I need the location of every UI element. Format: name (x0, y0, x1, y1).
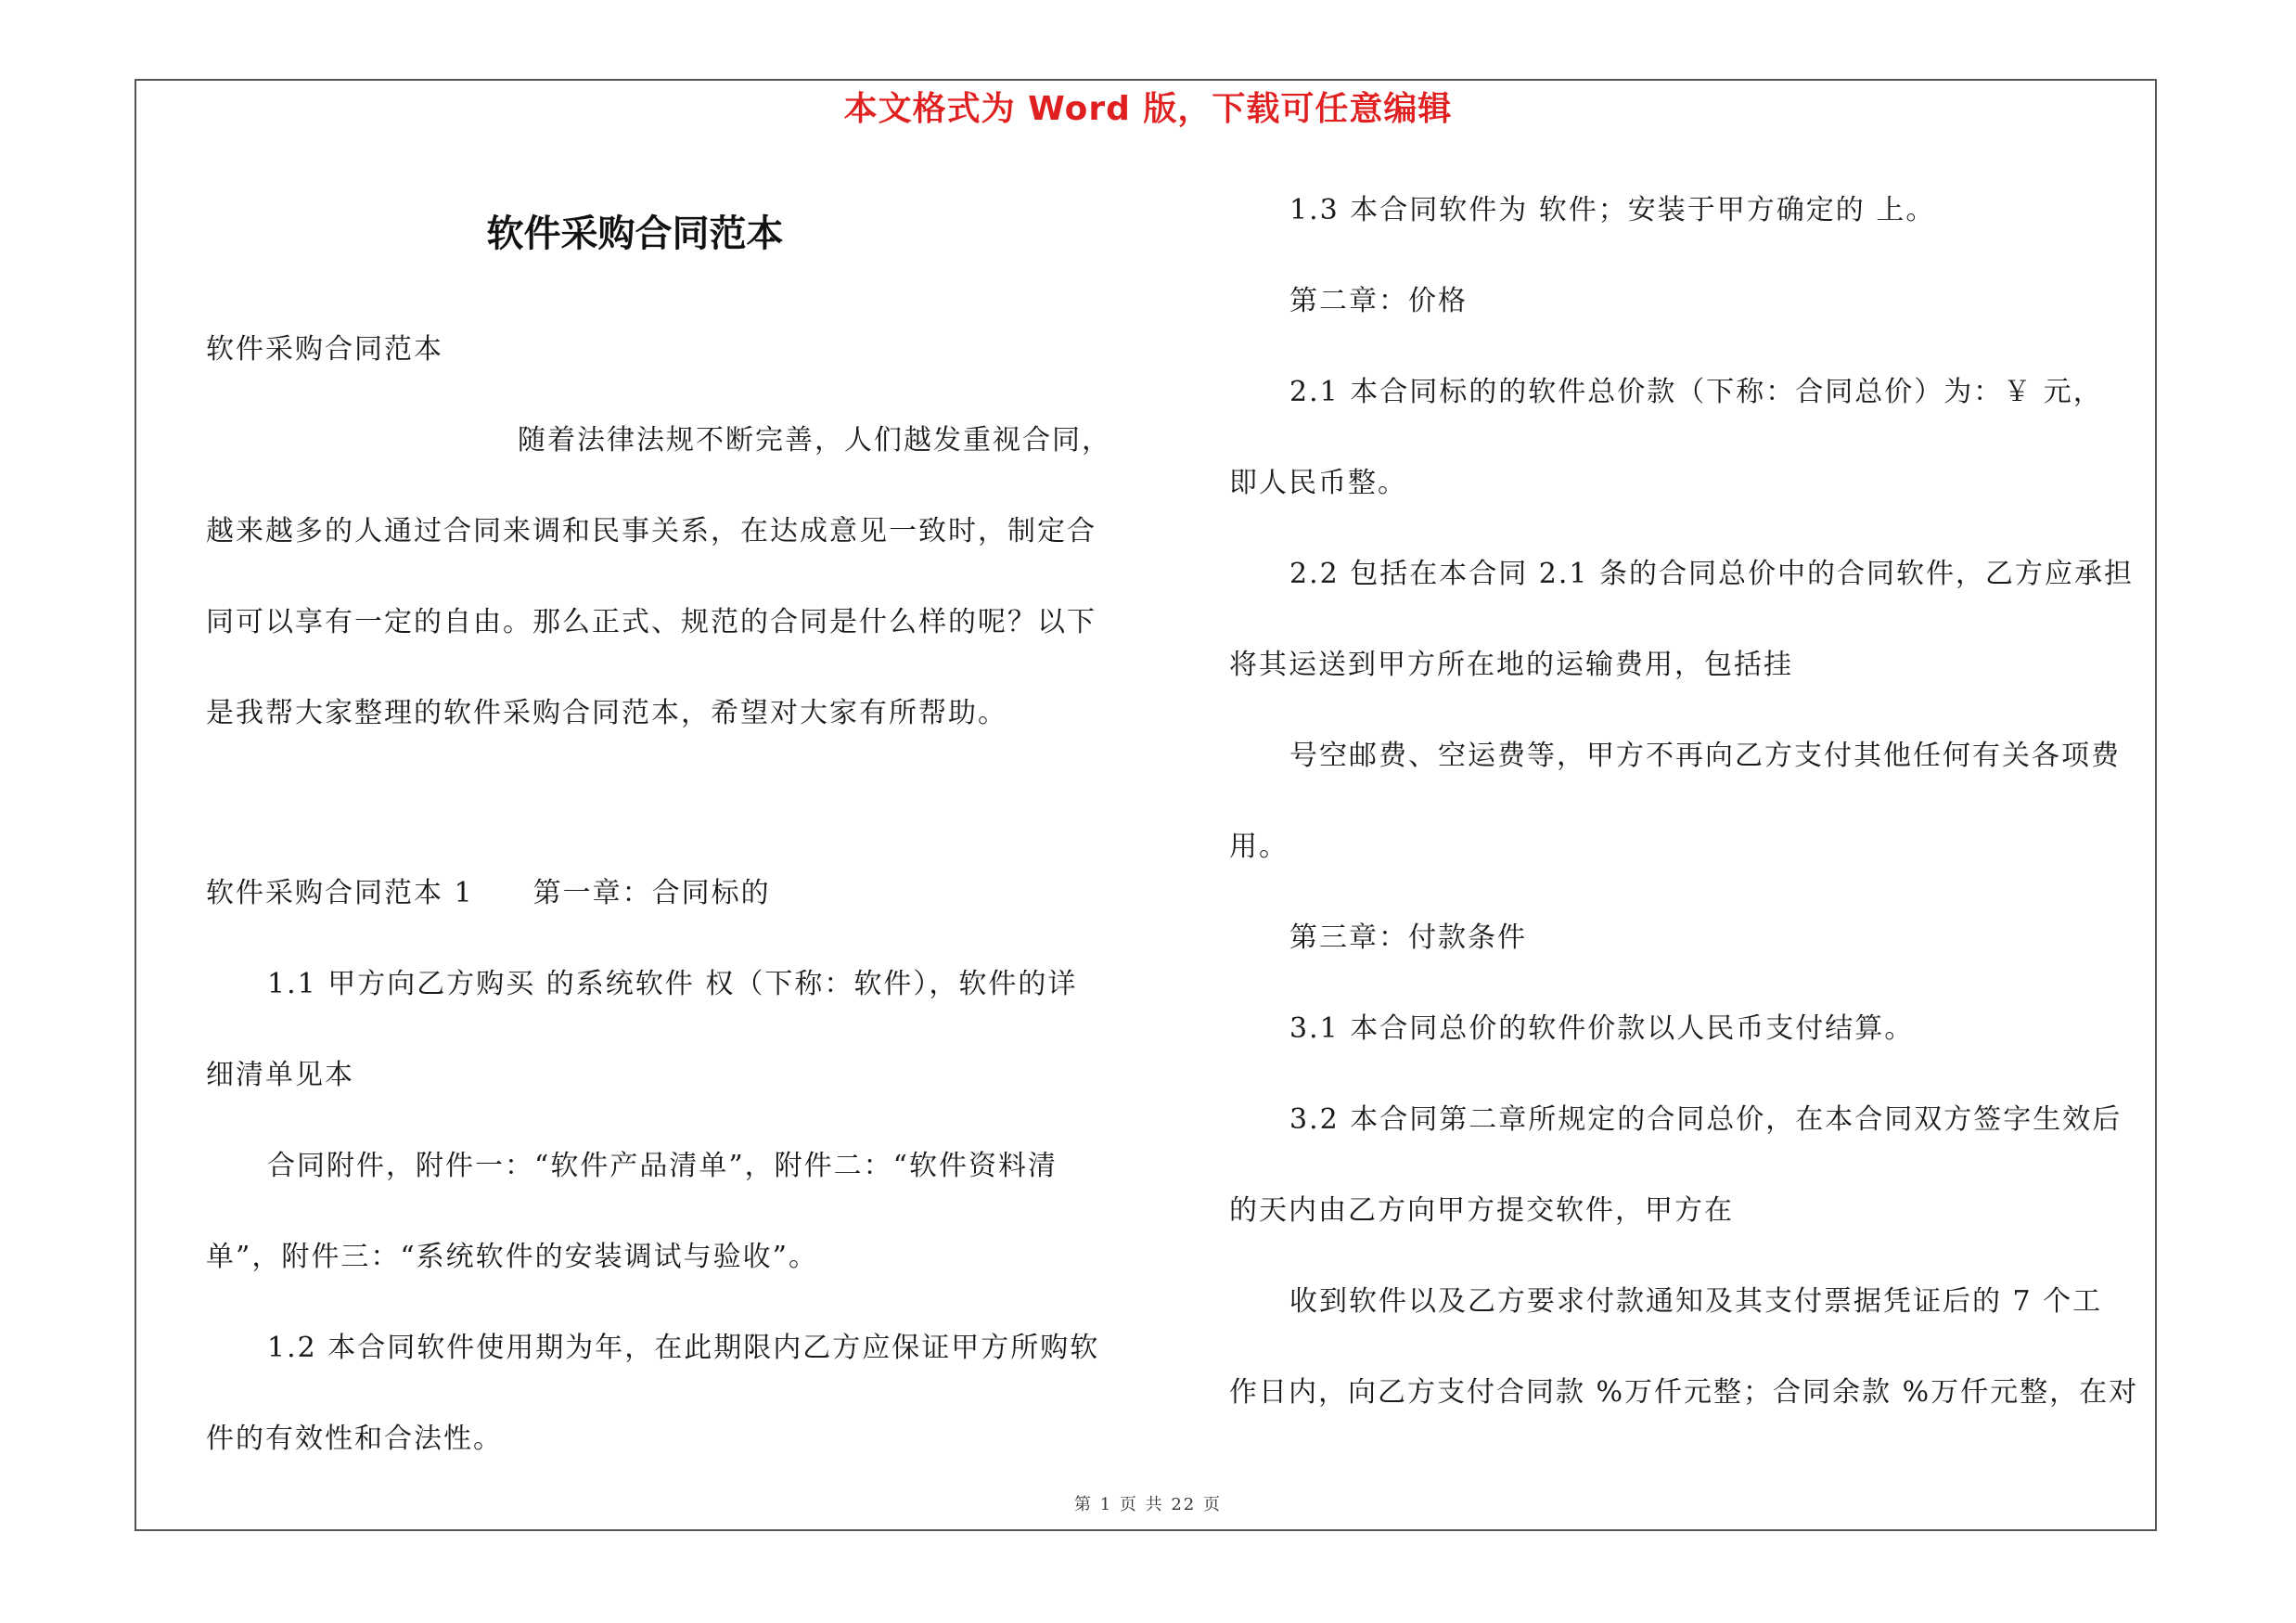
left-line-4: 是我帮大家整理的软件采购合同范本，希望对大家有所帮助。 (206, 697, 1007, 729)
document-title: 软件采购合同范本 (486, 213, 784, 255)
left-line-3: 同可以享有一定的自由。那么正式、规范的合同是什么样的呢？以下 (206, 606, 1097, 638)
left-line-0: 软件采购合同范本 (206, 333, 443, 366)
left-line-9: 单”，附件三：“系统软件的安装调试与验收”。 (206, 1241, 819, 1273)
left-line-8: 合同附件，附件一：“软件产品清单”，附件二：“软件资料清 (267, 1150, 1058, 1182)
format-banner: 本文格式为 Word 版，下载可任意编辑 (843, 90, 1453, 128)
right-line-7: 用。 (1229, 831, 1289, 863)
left-line-1: 随着法律法规不断完善，人们越发重视合同， (518, 424, 1111, 457)
right-line-0: 1.3 本合同软件为 软件；安装于甲方确定的 上。 (1289, 194, 1936, 226)
right-line-4: 2.2 包括在本合同 2.1 条的合同总价中的合同软件，乙方应承担 (1289, 558, 2135, 590)
right-line-12: 收到软件以及乙方要求付款通知及其支付票据凭证后的 7 个工 (1289, 1285, 2103, 1318)
left-line-6: 1.1 甲方向乙方购买 的系统软件 权（下称：软件），软件的详 (267, 968, 1078, 1000)
left-line-11: 件的有效性和合法性。 (206, 1423, 503, 1455)
left-line-7: 细清单见本 (206, 1059, 354, 1091)
right-line-5: 将其运送到甲方所在地的运输费用，包括挂 (1229, 649, 1793, 681)
left-line-2: 越来越多的人通过合同来调和民事关系，在达成意见一致时，制定合 (206, 515, 1097, 547)
right-line-6: 号空邮费、空运费等，甲方不再向乙方支付其他任何有关各项费 (1289, 740, 2121, 772)
right-line-11: 的天内由乙方向甲方提交软件，甲方在 (1229, 1194, 1734, 1227)
right-line-2: 2.1 本合同标的的软件总价款（下称：合同总价）为：￥ 元， (1289, 376, 2103, 408)
page-number-footer: 第 1 页 共 22 页 (1074, 1495, 1222, 1514)
left-line-10: 1.2 本合同软件使用期为年，在此期限内乙方应保证甲方所购软 (267, 1332, 1100, 1364)
right-line-9: 3.1 本合同总价的软件价款以人民币支付结算。 (1289, 1012, 1915, 1045)
right-line-1: 第二章：价格 (1289, 285, 1468, 317)
right-line-13: 作日内，向乙方支付合同款 %万仟元整；合同余款 %万仟元整，在对 (1229, 1376, 2139, 1409)
right-line-3: 即人民币整。 (1229, 467, 1407, 499)
left-line-5: 软件采购合同范本 1 第一章：合同标的 (206, 877, 771, 909)
right-line-8: 第三章：付款条件 (1289, 921, 1527, 954)
right-line-10: 3.2 本合同第二章所规定的合同总价，在本合同双方签字生效后 (1289, 1103, 2123, 1136)
